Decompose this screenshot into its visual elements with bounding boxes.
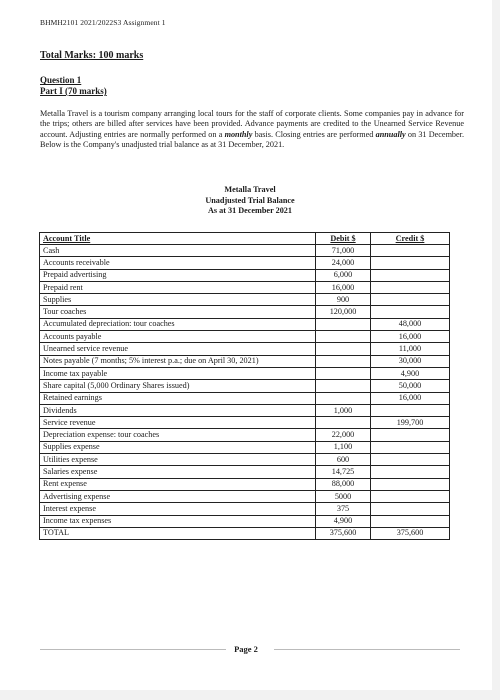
account-cell: Supplies [40,294,316,306]
table-row [40,490,450,502]
debit-cell [316,331,371,343]
table-row [40,404,450,416]
table-row [40,294,450,306]
credit-cell [371,294,450,306]
account-cell: Income tax expenses [40,515,316,527]
intro-paragraph [40,109,464,150]
table-row [40,318,450,330]
trial-balance-heading [0,185,500,217]
credit-cell [371,454,450,466]
credit-cell [371,257,450,269]
intro-text-1: Metalla Travel is a tourism company arranging local tours for the staff of corporate clients. Some companies pay in advance for the trips; others are billed after services have been provided. Advance payments are credited to the Unearned Service Revenue account. Adjusting entries are normally performed on a [40,109,464,139]
credit-cell [371,404,450,416]
statement-title: Unadjusted Trial Balance [205,195,295,205]
credit-cell [371,441,450,453]
credit-cell [371,478,450,490]
table-row [40,355,450,367]
debit-cell: 900 [316,294,371,306]
question-part: Part I (70 marks) [40,86,107,96]
table-row [40,417,450,429]
credit-cell [371,281,450,293]
table-row [40,380,450,392]
credit-cell: 48,000 [371,318,450,330]
account-cell: Advertising expense [40,490,316,502]
account-cell: Share capital (5,000 Ordinary Shares issued) [40,380,316,392]
credit-cell [371,429,450,441]
credit-cell: 199,700 [371,417,450,429]
table-row [40,429,450,441]
table-row [40,441,450,453]
account-cell: Income tax payable [40,367,316,379]
debit-cell [316,318,371,330]
table-row [40,527,450,539]
credit-cell: 16,000 [371,331,450,343]
account-cell: Salaries expense [40,466,316,478]
credit-cell [371,503,450,515]
table-row [40,454,450,466]
debit-cell [316,392,371,404]
running-header: BHMH2101 2021/2022S3 Assignment 1 [40,18,166,27]
intro-text-2: basis. Closing entries are performed [252,129,376,139]
company-name: Metalla Travel [224,185,276,194]
table-row [40,515,450,527]
account-cell: Accounts payable [40,331,316,343]
debit-cell: 14,725 [316,466,371,478]
account-cell: Notes payable (7 months; 5% interest p.a.; due on April 30, 2021) [40,355,316,367]
credit-cell: 11,000 [371,343,450,355]
account-cell: Retained earnings [40,392,316,404]
total-marks-heading: Total Marks: 100 marks [40,50,144,61]
account-cell: Prepaid rent [40,281,316,293]
table-row [40,257,450,269]
credit-cell [371,306,450,318]
account-cell: Service revenue [40,417,316,429]
debit-cell: 16,000 [316,281,371,293]
debit-cell: 24,000 [316,257,371,269]
account-cell: Prepaid advertising [40,269,316,281]
debit-cell: 120,000 [316,306,371,318]
debit-cell: 71,000 [316,245,371,257]
table-row [40,306,450,318]
debit-cell: 22,000 [316,429,371,441]
credit-cell: 30,000 [371,355,450,367]
intro-emphasis-monthly: monthly [224,129,253,139]
credit-cell [371,490,450,502]
question-number: Question 1 [40,75,82,85]
account-cell: Tour coaches [40,306,316,318]
credit-cell: 50,000 [371,380,450,392]
intro-text-3: on 31 December. Below is the Company's unadjusted trial balance as at 31 December, 2021. [40,129,464,149]
statement-date: As at 31 December 2021 [208,206,292,215]
trial-balance-body [40,245,450,540]
credit-cell [371,515,450,527]
debit-cell [316,380,371,392]
table-row [40,478,450,490]
table-row [40,281,450,293]
question-heading [40,75,107,97]
credit-cell [371,466,450,478]
debit-cell: 88,000 [316,478,371,490]
account-title-header: Account Title [40,233,316,245]
credit-cell: 375,600 [371,527,450,539]
debit-cell [316,417,371,429]
account-cell: Supplies expense [40,441,316,453]
table-row [40,331,450,343]
account-cell: Accounts receivable [40,257,316,269]
table-row [40,269,450,281]
debit-cell: 600 [316,454,371,466]
table-row [40,367,450,379]
table-row [40,503,450,515]
page-number: Page 2 [234,644,258,654]
account-cell: Accumulated depreciation: tour coaches [40,318,316,330]
account-cell: Rent expense [40,478,316,490]
trial-balance-table [39,232,450,540]
account-cell: Interest expense [40,503,316,515]
table-row [40,466,450,478]
debit-cell: 4,900 [316,515,371,527]
account-cell: Depreciation expense: tour coaches [40,429,316,441]
debit-cell: 375,600 [316,527,371,539]
debit-cell: 6,000 [316,269,371,281]
debit-cell: 375 [316,503,371,515]
intro-emphasis-annually: annually [375,129,406,139]
credit-cell [371,269,450,281]
debit-cell: 1,000 [316,404,371,416]
debit-cell [316,367,371,379]
debit-cell [316,343,371,355]
credit-cell [371,245,450,257]
debit-cell [316,355,371,367]
credit-cell: 16,000 [371,392,450,404]
debit-header: Debit $ [316,233,371,245]
account-cell: Utilities expense [40,454,316,466]
credit-cell: 4,900 [371,367,450,379]
account-cell: Dividends [40,404,316,416]
table-row [40,343,450,355]
account-cell: TOTAL [40,527,316,539]
table-row [40,392,450,404]
credit-header: Credit $ [371,233,450,245]
debit-cell: 1,100 [316,441,371,453]
account-cell: Unearned service revenue [40,343,316,355]
account-cell: Cash [40,245,316,257]
table-row [40,245,450,257]
table-header-row [40,233,450,245]
debit-cell: 5000 [316,490,371,502]
